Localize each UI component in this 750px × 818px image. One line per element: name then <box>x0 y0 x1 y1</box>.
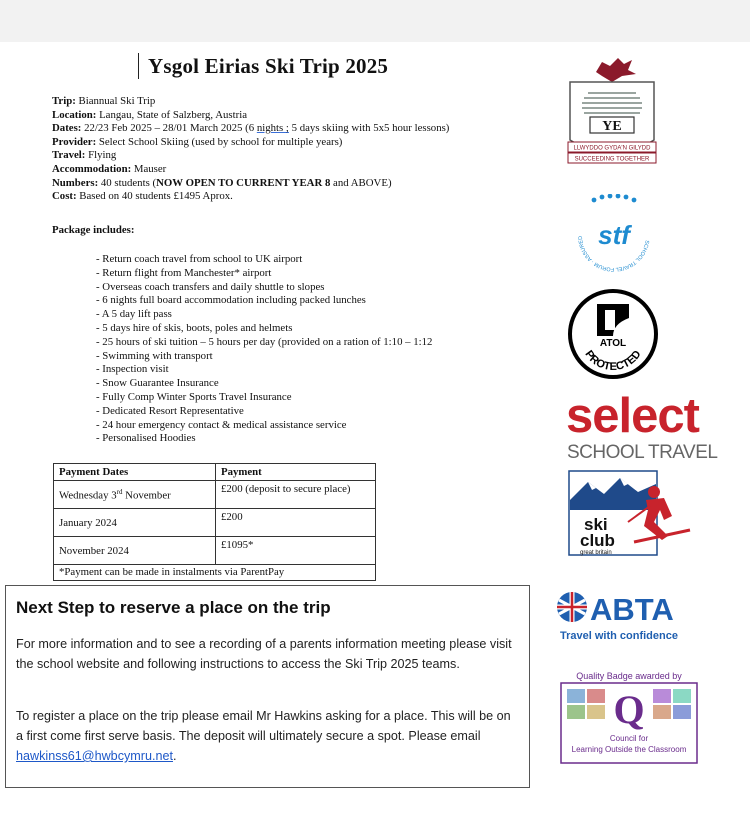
table-row <box>54 537 376 565</box>
list-item: - Overseas coach transfers and daily shuttle to slopes <box>96 280 325 293</box>
payment-date: Wednesday 3rd November <box>54 481 216 509</box>
stf-word: stf <box>598 220 630 250</box>
trip-details <box>52 95 449 204</box>
payment-amount: £200 (deposit to secure place) <box>216 481 376 509</box>
stf-ring-text: SCHOOL TRAVEL FORUM · ASSURED <box>577 235 650 273</box>
title-divider <box>138 53 139 79</box>
table-note-row <box>54 565 376 581</box>
list-item: - 25 hours of ski tuition – 5 hours per day (provided on a ration of 1:10 – 1:12 <box>96 335 433 348</box>
payment-note: *Payment can be made in instalments via ParentPay <box>54 565 376 581</box>
payment-table <box>53 463 376 581</box>
atol-logo <box>567 288 659 380</box>
next-step-info: For more information and to see a recording of a parents information meeting please visit the school website and following instructions to access the Ski Trip 2025 teams. <box>16 637 512 671</box>
lotc-top-text: Quality Badge awarded by <box>576 671 682 681</box>
next-step-register: To register a place on the trip please email Mr Hawkins asking for a place. This will be on a first come first serve basis. The deposit will ultimately secure a spot. Please email hawkinss61@hwbcymru.net. <box>16 709 511 763</box>
atol-word: ATOL <box>599 338 627 349</box>
abta-logo <box>556 587 688 643</box>
skiclub-subtitle: great britain <box>580 550 612 556</box>
list-item: - Dedicated Resort Representative <box>96 404 244 417</box>
payment-date: January 2024 <box>54 509 216 537</box>
detail-cost: Cost: Based on 40 students £1495 Aprox. <box>52 190 233 203</box>
table-row <box>54 481 376 509</box>
list-item: - 24 hour emergency contact & medical assistance service <box>96 418 347 431</box>
detail-trip: Trip: Biannual Ski Trip <box>52 95 156 107</box>
header-payment: Payment <box>216 464 376 481</box>
crest-letters: YE <box>602 119 622 134</box>
atol-protected: PROTECTED <box>582 348 644 374</box>
stf-logo <box>572 194 656 278</box>
select-word: select <box>566 389 699 443</box>
payment-amount: £1095* <box>216 537 376 565</box>
list-item: - Return flight from Manchester* airport <box>96 266 272 279</box>
detail-provider: Provider: Select School Skiing (used by school for multiple years) <box>52 135 343 148</box>
next-step-box <box>5 585 530 788</box>
list-item: - Fully Comp Winter Sports Travel Insurance <box>96 390 292 403</box>
detail-accommodation: Accommodation: Mauser <box>52 162 167 175</box>
ski-club-logo <box>568 470 692 558</box>
select-school-travel-logo <box>565 388 727 464</box>
school-crest-logo <box>562 54 662 172</box>
list-item: - Personalised Hoodies <box>96 432 196 445</box>
detail-numbers: Numbers: 40 students (NOW OPEN TO CURRENT YEAR 8 and ABOVE) <box>52 176 392 189</box>
payment-amount: £200 <box>216 509 376 537</box>
next-step-heading: Next Step to reserve a place on the trip <box>16 598 331 617</box>
lotc-line1: Council for <box>609 734 649 743</box>
header-payment-dates: Payment Dates <box>54 464 216 481</box>
lotc-line2: Learning Outside the Classroom <box>571 745 687 754</box>
crest-motto-english: SUCCEEDING TOGETHER <box>574 156 650 163</box>
package-title: Package includes: <box>52 224 135 236</box>
list-item: - Swimming with transport <box>96 349 213 362</box>
list-item: - Return coach travel from school to UK airport <box>96 253 303 265</box>
crest-motto-welsh: LLWYDDO GYDA'N GILYDD <box>573 145 651 152</box>
page-title: Ysgol Eirias Ski Trip 2025 <box>148 54 389 78</box>
list-item: - A 5 day lift pass <box>96 308 172 321</box>
select-subtitle: SCHOOL TRAVEL <box>567 442 718 463</box>
lotc-quality-badge-logo <box>559 669 699 765</box>
detail-dates: Dates: 22/23 Feb 2025 – 28/01 March 2025 (6 nights ; 5 days skiing with 5x5 hour lessons) <box>52 122 450 135</box>
email-link[interactable]: hawkinss61@hwbcymru.net <box>16 749 173 763</box>
abta-tagline: Travel with confidence <box>560 630 678 642</box>
payment-date: November 2024 <box>54 537 216 565</box>
detail-travel: Travel: Flying <box>52 149 117 162</box>
detail-location: Location: Langau, State of Salzberg, Austria <box>52 108 248 121</box>
list-item: - Snow Guarantee Insurance <box>96 377 219 390</box>
skiclub-word-club: club <box>580 531 615 550</box>
list-item: - Inspection visit <box>96 363 169 376</box>
table-row <box>54 509 376 537</box>
uk-flag-globe-icon <box>557 592 587 622</box>
package-list <box>96 253 432 446</box>
list-item: - 5 days hire of skis, boots, poles and helmets <box>96 321 293 334</box>
document-page <box>0 42 750 818</box>
abta-word: ABTA <box>590 592 674 627</box>
list-item: - 6 nights full board accommodation including packed lunches <box>96 294 366 307</box>
lotc-q-icon: Q <box>613 687 645 732</box>
table-header-row <box>54 464 376 481</box>
skiclub-word-ski: ski <box>584 515 608 534</box>
